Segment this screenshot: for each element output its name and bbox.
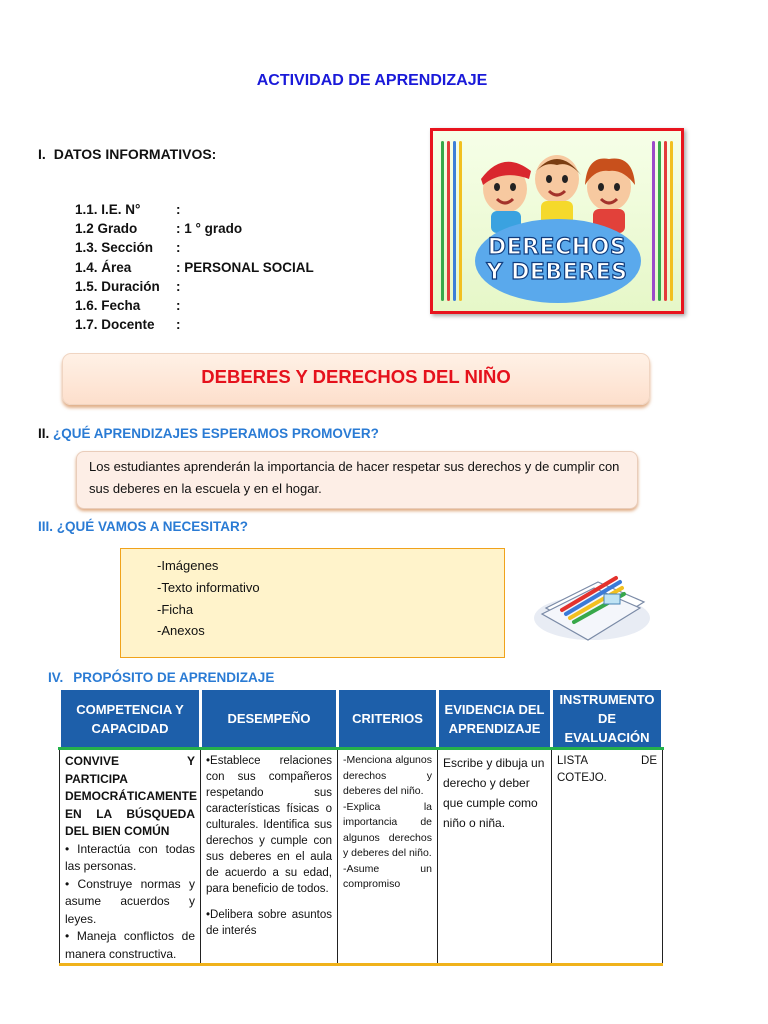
competencia-title: CONVIVE Y PARTICIPA DEMOCRÁTICAMENTE EN LA BÚSQUEDA DEL BIEN COMÚN bbox=[65, 754, 197, 838]
info-label: 1.1. I.E. N° bbox=[75, 202, 141, 217]
info-value: : 1 ° grado bbox=[176, 221, 243, 237]
section-3-heading bbox=[38, 519, 248, 534]
learning-goal-box: Los estudiantes aprenderán la importancia de hacer respetar sus derechos y de cumplir con sus deberes en la escuela y en el hogar. bbox=[76, 451, 638, 509]
instrumento-text: LISTA DE COTEJO. bbox=[557, 755, 657, 784]
info-value: : bbox=[176, 202, 181, 217]
school-supplies-illustration bbox=[532, 560, 654, 646]
desempeno-item: •Establece relaciones con sus compañeros respetando sus características físicas o culturales. Identifica sus derechos y cumple con sus deberes en el aula de acuerdo a su edad, para beneficio de todos. bbox=[206, 755, 332, 895]
info-label: 1.2 Grado bbox=[75, 221, 138, 237]
poster-title bbox=[433, 235, 681, 285]
table-header-row bbox=[60, 690, 663, 749]
criterio-item: -Explica la importancia de algunos derechos y deberes del niño. bbox=[343, 800, 432, 859]
criterio-item: -Menciona algunos derechos y deberes del niño. bbox=[343, 754, 432, 797]
section-number: II. bbox=[38, 426, 50, 441]
capacidad-item: • Construye normas y asume acuerdos y leyes. bbox=[65, 876, 195, 926]
info-row bbox=[75, 200, 314, 219]
info-label: 1.5. Duración bbox=[75, 278, 160, 294]
capacidad-item: • Maneja conflictos de manera constructiva. bbox=[65, 929, 195, 961]
section-1-heading bbox=[38, 146, 216, 162]
document-title: ACTIVIDAD DE APRENDIZAJE bbox=[256, 72, 488, 89]
info-value: : bbox=[176, 278, 181, 294]
section-2-heading bbox=[38, 426, 379, 441]
info-label: 1.3. Sección bbox=[75, 240, 154, 256]
info-row bbox=[75, 238, 314, 257]
learning-purpose-table bbox=[58, 690, 664, 966]
info-value: : bbox=[176, 240, 181, 256]
cell-evidencia bbox=[438, 749, 552, 965]
header-instrumento: INSTRUMENTO DE EVALUACIÓN bbox=[552, 690, 663, 749]
info-row bbox=[75, 219, 314, 238]
materials-item: -Texto informativo bbox=[157, 579, 260, 595]
rights-duties-poster bbox=[430, 128, 684, 314]
cell-criterios bbox=[338, 749, 438, 965]
materials-box bbox=[120, 548, 505, 658]
materials-item: -Anexos bbox=[157, 623, 205, 639]
cell-instrumento bbox=[552, 749, 663, 965]
info-value: : bbox=[176, 317, 181, 333]
section-number: III. bbox=[38, 519, 54, 534]
info-value: : bbox=[176, 297, 181, 313]
desempeno-item: •Delibera sobre asuntos de interés bbox=[206, 909, 332, 937]
info-label: 1.4. Área bbox=[75, 259, 132, 275]
info-value: : PERSONAL SOCIAL bbox=[176, 259, 314, 275]
materials-item: -Ficha bbox=[157, 601, 194, 617]
info-list bbox=[75, 200, 314, 334]
section-number: IV. bbox=[48, 670, 64, 685]
cell-competencia bbox=[60, 749, 201, 965]
poster-line: Y DEBERES bbox=[486, 260, 628, 285]
info-row bbox=[75, 315, 314, 334]
info-label: 1.7. Docente bbox=[75, 317, 155, 333]
capacidad-item: • Interactúa con todas las personas. bbox=[65, 841, 195, 873]
evidencia-text: Escribe y dibuja un derecho y deber que cumple como niño o niña. bbox=[443, 756, 545, 830]
poster-line: DERECHOS bbox=[487, 235, 627, 260]
section-title: ¿QUÉ APRENDIZAJES ESPERAMOS PROMOVER? bbox=[53, 426, 379, 441]
header-desempeno: DESEMPEÑO bbox=[201, 690, 338, 749]
lesson-title-banner: DEBERES Y DERECHOS DEL NIÑO bbox=[62, 353, 650, 405]
info-label: 1.6. Fecha bbox=[75, 297, 141, 313]
info-row bbox=[75, 277, 314, 296]
materials-item: -Imágenes bbox=[157, 558, 219, 573]
table-row bbox=[60, 749, 663, 965]
info-row bbox=[75, 258, 314, 277]
cell-desempeno bbox=[201, 749, 338, 965]
section-number: I. bbox=[38, 146, 46, 162]
section-title: PROPÓSITO DE APRENDIZAJE bbox=[73, 670, 275, 685]
header-competencia: COMPETENCIA Y CAPACIDAD bbox=[60, 690, 201, 749]
info-row bbox=[75, 296, 314, 315]
section-4-heading bbox=[48, 670, 274, 685]
header-evidencia: EVIDENCIA DEL APRENDIZAJE bbox=[438, 690, 552, 749]
header-criterios: CRITERIOS bbox=[338, 690, 438, 749]
criterio-item: -Asume un compromiso bbox=[343, 862, 432, 890]
section-title: ¿QUÉ VAMOS A NECESITAR? bbox=[56, 519, 249, 534]
section-title: DATOS INFORMATIVOS: bbox=[53, 146, 217, 162]
